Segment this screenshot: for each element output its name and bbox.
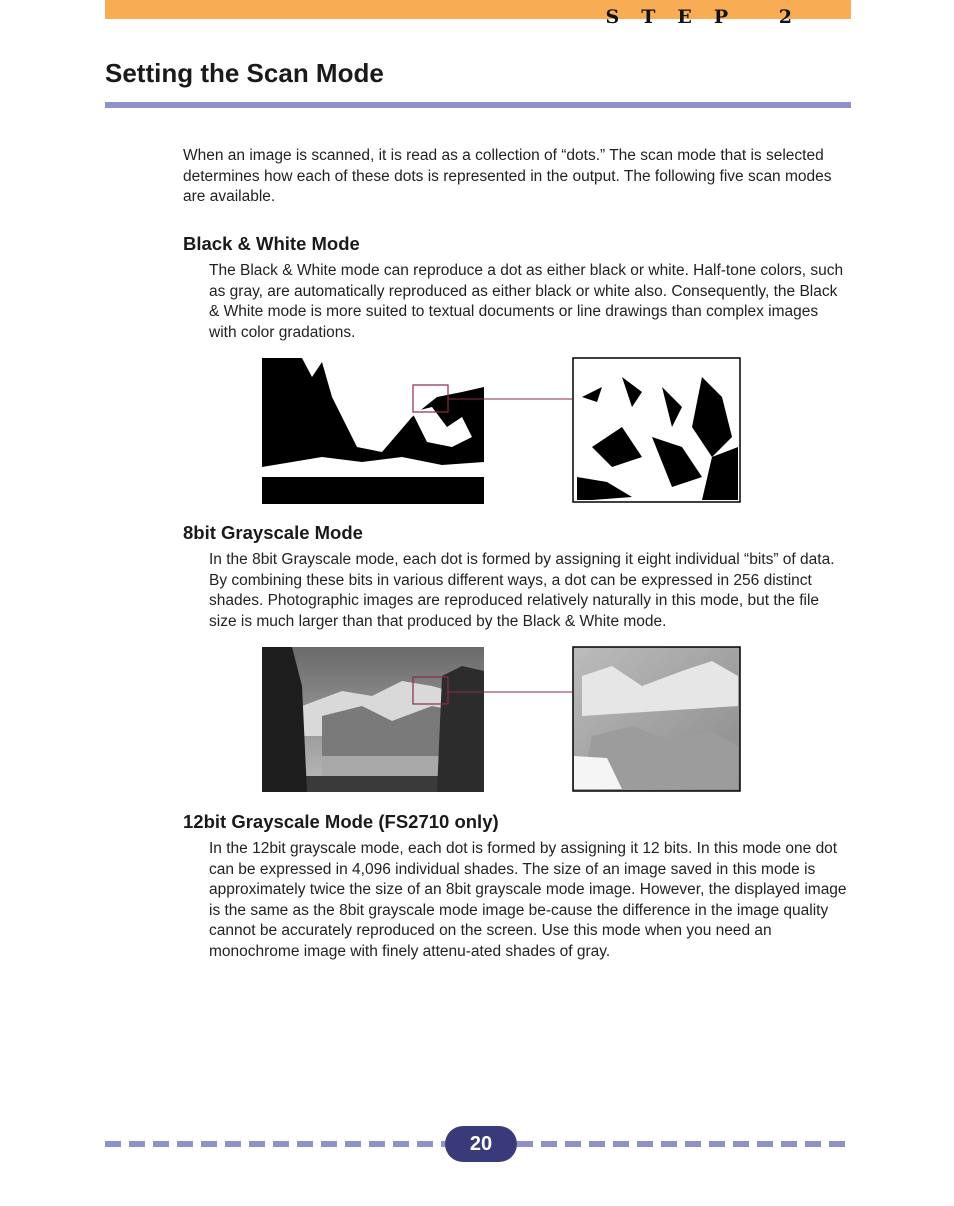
grayscale-landscape-image <box>262 647 484 792</box>
section-body-8bit: In the 8bit Grayscale mode, each dot is formed by assigning it eight individual “bits” of data. By combining these bits in various different ways, a dot can be expressed in 256 distinct shades. Photographic images are reproduced relatively naturally in this mode, but the file size is much larger than that produced by the Black & White mode. <box>209 551 835 630</box>
section-heading-8bit: 8bit Grayscale Mode <box>183 522 363 543</box>
section-heading-black-white: Black & White Mode <box>183 233 360 254</box>
figure-black-white <box>262 357 742 505</box>
bw-zoom-detail-image <box>573 358 740 502</box>
section-heading-12bit: 12bit Grayscale Mode (FS2710 only) <box>183 811 499 832</box>
page-number-badge: 20 <box>445 1126 517 1162</box>
figure-8bit <box>262 646 742 794</box>
section-body-black-white: The Black & White mode can reproduce a dot as either black or white. Half-tone colors, such as gray, are automatically reproduced as either black or white also. Consequently, the Black & White mode is more suited to textual documents or line drawings than complex images with color gradations. <box>209 262 844 341</box>
title-rule <box>105 102 851 108</box>
section-body-12bit: In the 12bit grayscale mode, each dot is formed by assigning it 12 bits. In this mode one dot can be expressed in 4,096 individual shades. The size of an image saved in this mode is approximately twice the size of an 8bit grayscale mode image. However, the displayed image is the same as the 8bit grayscale mode image be-cause the difference in the image quality cannot be accurately reproduced on the screen. Use this mode when you need an monochrome image with finely attenu-ated shades of gray. <box>209 840 847 960</box>
grayscale-zoom-detail-image <box>573 647 740 791</box>
page-title: Setting the Scan Mode <box>105 58 384 88</box>
intro-paragraph: When an image is scanned, it is read as a collection of “dots.” The scan mode that is selected determines how each of these dots is represented in the output. The following five scan modes are available. <box>183 147 832 205</box>
step-label: STEP 2 <box>605 6 814 28</box>
bw-landscape-image <box>262 358 484 504</box>
